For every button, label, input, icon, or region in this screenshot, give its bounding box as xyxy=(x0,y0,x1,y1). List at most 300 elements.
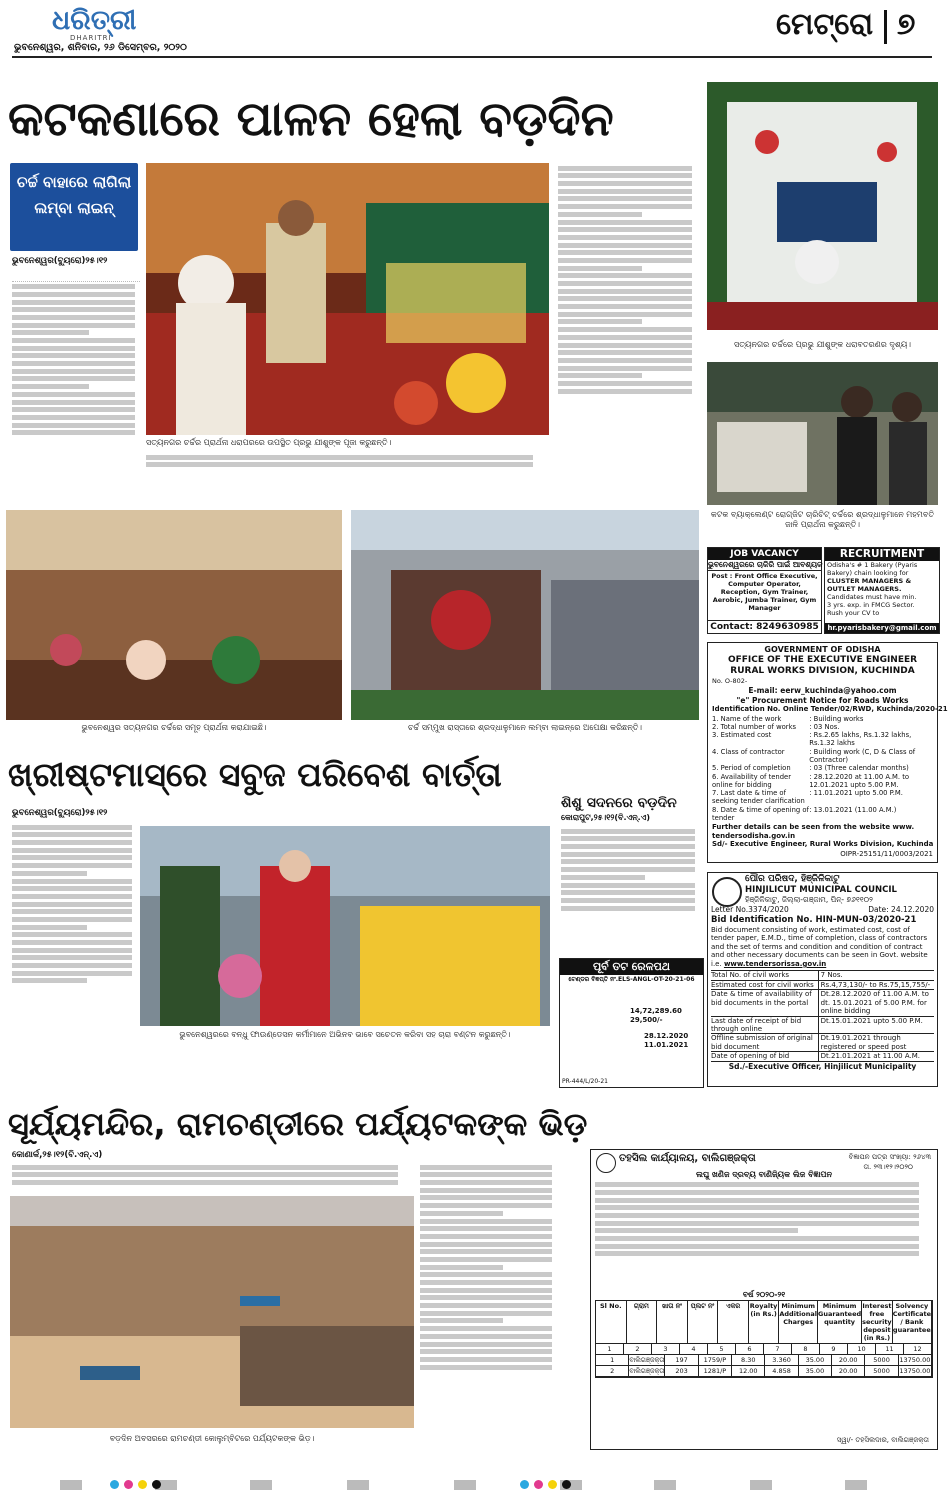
tahasil-cell: 5000 xyxy=(865,1355,898,1365)
story1-kicker-box xyxy=(10,163,138,251)
section-name: ମେଟ୍ରୋ xyxy=(776,7,874,42)
rwd-row-label: 8. Date & time of opening of tender xyxy=(712,805,809,823)
hmc-website-link[interactable]: www.tendersorissa.gov.in xyxy=(723,959,827,968)
print-color-dot xyxy=(138,1480,147,1489)
hmc-row-label: Estimated cost for civil works xyxy=(711,981,819,989)
text-line xyxy=(420,1219,552,1224)
text-line xyxy=(12,1165,398,1170)
text-line xyxy=(12,300,135,305)
tahasil-cell: 10 xyxy=(848,1344,876,1354)
story1-queue-photo xyxy=(351,510,699,720)
tahasil-cell: 12.00 xyxy=(732,1366,765,1376)
job-ad-post: Post : Front Office Executive, Computer Operator, Reception, Gym Trainer, Aerobic, Jumba Trainer, Gym Manager xyxy=(711,571,818,612)
text-line xyxy=(561,867,695,872)
hmc-seal-icon xyxy=(712,877,742,907)
story4-beach-photo xyxy=(10,1196,414,1428)
text-line xyxy=(420,1334,552,1339)
text-line xyxy=(420,1242,552,1247)
text-line xyxy=(146,455,533,460)
rwd-l2: OFFICE OF THE EXECUTIVE ENGINEER xyxy=(727,654,918,665)
text-line xyxy=(558,189,692,194)
text-line xyxy=(561,906,695,911)
rwd-table-row xyxy=(712,773,933,790)
print-color-dot xyxy=(110,1480,119,1489)
story4-caption: ବଡ଼ଦିନ ଅବସରରେ ରାମଚଣ୍ଡୀ କୋଲୁମ୍ବିଟରେ ପର୍ଯ୍ୟଟକଙ୍କ ଭିଡ଼। xyxy=(109,1434,315,1443)
hmc-body-text: Bid document consisting of work, estimated cost, cost of tender paper, E.M.D., time of completion, class of contractors and the set of terms and condition and condition of contract and other necessary documents can be seen in Govt. website i.e. xyxy=(711,925,928,968)
text-line xyxy=(558,266,642,271)
text-line xyxy=(595,1182,919,1187)
tahasil-cell: Solvency Certificate / Bank guarantee xyxy=(893,1301,932,1343)
recruit-l1: Odisha's # 1 Bakery (Pyaris xyxy=(827,561,918,569)
text-line xyxy=(12,369,135,374)
job-ad-sub: ଭୁବନେଶ୍ୱରରେ ଚାକିରି ପାଇଁ ଆବଶ୍ୟକ xyxy=(708,560,823,569)
text-line xyxy=(558,289,692,294)
hmc-row-value: Dt.28.12.2020 of 11.00 A.M. to dt. 15.01.2021 of 5.00 P.M. for online bidding xyxy=(820,990,929,1016)
story1-headline: କଟକଣାରେ ପାଳନ ହେଲା ବଡ଼ଦିନ xyxy=(8,91,614,147)
text-line xyxy=(420,1295,552,1300)
newspaper-logo xyxy=(52,6,162,40)
print-gray-mark xyxy=(654,1480,676,1490)
text-line xyxy=(558,281,692,286)
text-line xyxy=(12,376,135,381)
text-line xyxy=(595,1221,919,1226)
story3-headline: ଶିଶୁ ସଦନରେ ବଡ଼ଦିନ xyxy=(561,795,677,811)
rwd-row-value: : 03 Nos. xyxy=(809,722,840,731)
tahasil-office-ad xyxy=(590,1149,938,1450)
story2-caption: ଭୁବନେଶ୍ୱରରେ ବନ୍ଧୁ ଫାଉଣ୍ଡେସନ କର୍ମୀମାନେ ଅଭିନବ ଭାବେ ସଚେତନ କରିବା ସହ ଚାରା ବଣ୍ଟନ କରୁଛନ୍ତି। xyxy=(179,1030,511,1039)
text-line xyxy=(12,848,132,853)
tahasil-cell: 13750.00 xyxy=(899,1355,931,1364)
text-line xyxy=(558,243,692,248)
hmc-odia-title: ପୌର ପରିଷଦ, ହିଞ୍ଜିଳିକାଟୁ xyxy=(745,874,840,884)
recruit-l4: OUTLET MANAGERS. xyxy=(827,585,902,593)
hmc-table-row xyxy=(711,981,934,990)
tahasil-cell: 1 xyxy=(596,1344,624,1354)
hmc-odia-addr: ହିଞ୍ଜିଳିକାଟୁ, ଜିଲ୍ଲା-ଗଞ୍ଜାମ, ପିନ୍- ୭୬୧୧୦୨ xyxy=(745,895,873,904)
rwd-row-value: : 13.01.2021 (11.00 A.M.) xyxy=(809,805,897,814)
rwd-table-row xyxy=(712,731,933,748)
story1-queue-caption: ଚର୍ଚ୍ଚ ସମ୍ମୁଖ ରାସ୍ତାରେ ଶ୍ରଦ୍ଧାଳୁମାନେ ଲମ୍ବା ଲାଇନ୍‌ରେ ଅପେକ୍ଷା କରିଛନ୍ତି। xyxy=(407,723,643,732)
recruitment-ad xyxy=(824,547,940,634)
text-line xyxy=(420,1326,552,1331)
rwd-table-row xyxy=(712,764,933,772)
tahasil-cell: ଗ୍ରାମ xyxy=(627,1301,658,1343)
text-line xyxy=(558,304,692,309)
tahasil-sign: ସ୍ୱା/- ତହସିଲଦାର, ବାଲିଗଞ୍ଜକ୍ତା xyxy=(836,1435,929,1444)
story4-headline: ସୂର୍ଯ୍ୟମନ୍ଦିର, ରାମଚଣ୍ଡୀରେ ପର୍ଯ୍ୟଟକଙ୍କ ଭିଡ଼ xyxy=(8,1105,588,1143)
text-line xyxy=(420,1303,552,1308)
tahasil-cell: 1 xyxy=(596,1355,629,1365)
tahasil-cell: 8.30 xyxy=(732,1355,765,1365)
tahasil-cell: 8 xyxy=(792,1344,820,1354)
tahasil-cell: 3 xyxy=(652,1344,680,1354)
tahasil-cell: ଏକର xyxy=(718,1301,749,1343)
text-line xyxy=(558,319,642,324)
text-line xyxy=(558,296,692,301)
story2-byline: ଭୁବନେଶ୍ୱର(ବ୍ୟୁରୋ)୨୫।୧୨ xyxy=(12,808,108,818)
text-line xyxy=(420,1249,552,1254)
rwd-l3: RURAL WORKS DIVISION, KUCHINDA xyxy=(730,665,915,676)
text-line xyxy=(558,381,692,386)
story1-congregation-caption: ଭୁବନେଶ୍ୱର ସତ୍ୟନଗର ଚର୍ଚ୍ଚରେ ସମୂହ ପ୍ରାର୍ଥନା କରାଯାଇଛି। xyxy=(81,723,267,732)
hmc-table xyxy=(711,970,934,1061)
tahasil-table-title: ବର୍ଷ ୨୦୨୦-୨୧ xyxy=(742,1290,786,1300)
text-line xyxy=(561,829,695,834)
print-color-dot xyxy=(152,1480,161,1489)
rwd-l5: E-mail: eerw_kuchinda@yahoo.com xyxy=(748,686,897,695)
print-color-dot xyxy=(562,1480,571,1489)
text-line xyxy=(561,852,695,857)
hmc-sign: Sd./-Executive Officer, Hinjilicut Municipality xyxy=(728,1061,917,1071)
text-line xyxy=(558,173,692,178)
tahasil-table-row xyxy=(596,1366,932,1377)
tahasil-cell: ବାଲିଗଞ୍ଜକ୍ତା xyxy=(629,1355,665,1364)
text-line xyxy=(595,1228,798,1233)
text-line xyxy=(558,335,692,340)
text-line xyxy=(12,863,132,868)
text-line xyxy=(12,323,135,328)
congregation-image xyxy=(6,510,342,720)
rwd-table xyxy=(712,715,933,823)
rwd-l6: "e" Procurement Notice for Roads Works xyxy=(736,695,909,705)
recruit-l5: Candidates must have min. xyxy=(827,593,917,601)
hmc-row-label: Offline submission of original bid document xyxy=(711,1034,819,1051)
hmc-row-value: Rs.4,73,130/- to Rs.75,15,755/- xyxy=(820,980,931,989)
text-line xyxy=(595,1205,919,1210)
tahasil-cell: 7 xyxy=(764,1344,792,1354)
tahasil-cell: 1281/P xyxy=(699,1366,732,1376)
text-line xyxy=(420,1211,503,1216)
tahasil-notice-no: ବିଜ୍ଞାପନ ପତ୍ର ସଂଖ୍ୟା: ୨୬୪୩ xyxy=(848,1153,931,1161)
text-line xyxy=(12,315,135,320)
tahasil-cell: ଖାତା ନଂ xyxy=(657,1301,688,1343)
text-line xyxy=(561,875,645,880)
story1-kicker: ଚର୍ଚ୍ଚ ବାହାରେ ଲାଗିଲା ଲମ୍ବା ଲାଇନ୍ xyxy=(16,173,132,217)
text-line xyxy=(420,1172,552,1177)
tahasil-header-row xyxy=(596,1301,932,1344)
text-line xyxy=(561,836,695,841)
tahasil-cell: Interest free security deposit (in Rs.) xyxy=(862,1301,892,1342)
page-number: ୭ xyxy=(897,7,916,42)
tahasil-cell: 2 xyxy=(624,1344,652,1354)
masthead-rule xyxy=(12,56,932,58)
text-line xyxy=(420,1365,552,1370)
rwd-row-value: : Rs.2.65 lakhs, Rs.1.32 lakhs, Rs.1.32 lakhs xyxy=(809,731,912,748)
tahasil-cell: ବାଲିଗଞ୍ଜକ୍ତା xyxy=(629,1366,665,1375)
queue-image xyxy=(351,510,699,720)
rwd-row-value: : 03 (Three calendar months) xyxy=(809,764,909,773)
text-line xyxy=(558,327,692,332)
railway-emd: 29,500/- xyxy=(630,1016,663,1024)
text-line xyxy=(561,883,695,888)
text-line xyxy=(12,307,135,312)
ramachandi-beach-image xyxy=(10,1196,414,1428)
text-line xyxy=(558,235,692,240)
recruit-l3: CLUSTER MANAGERS & xyxy=(827,577,912,585)
text-line xyxy=(558,166,692,171)
text-line xyxy=(558,366,692,371)
text-line xyxy=(420,1234,552,1239)
rwd-table-row xyxy=(712,715,933,723)
rwd-table-row xyxy=(712,806,933,823)
hmc-table-row xyxy=(711,1052,934,1061)
candle-prayer-image xyxy=(707,362,938,505)
text-line xyxy=(595,1244,919,1249)
tahasil-cell: 13750.00 xyxy=(899,1366,931,1375)
recruit-l2: Bakery) chain looking for xyxy=(827,569,909,577)
story2-headline: ଖ୍ରୀଷ୍ଟମାସ୍‌ରେ ସବୁଜ ପରିବେଶ ବାର୍ତ୍ତା xyxy=(8,755,502,794)
text-line xyxy=(12,338,135,343)
text-line xyxy=(12,978,87,983)
text-line xyxy=(12,909,132,914)
text-line xyxy=(558,220,692,225)
text-line xyxy=(12,1180,398,1185)
dateline: ଭୁବନେଶ୍ୱର, ଶନିବାର, ୨୬ ଡିସେମ୍ବର, ୨୦୨୦ xyxy=(14,42,187,53)
text-line xyxy=(12,1172,398,1177)
text-line xyxy=(420,1342,552,1347)
tahasil-cell: 2 xyxy=(596,1366,629,1376)
railway-amount: 14,72,289.60 xyxy=(630,1006,682,1015)
recruit-l7: Rush your CV to xyxy=(827,609,880,617)
text-line xyxy=(12,886,132,891)
rwd-row-label: 5. Period of completion xyxy=(712,764,791,773)
story1-main-caption: ସତ୍ୟନଗର ଚର୍ଚ୍ଚର ପ୍ରାର୍ଥନା ଧରାପରରେ ଉପସ୍ଥିତ ପ୍ରଭୁ ଯୀଶୁଙ୍କ ପୂଜା କରୁଛନ୍ତି। xyxy=(146,438,392,447)
job-vacancy-ad xyxy=(707,547,822,634)
rwd-l7: Identification No. Online Tender/02/RWD, Kuchinda/2020-21 xyxy=(712,705,948,713)
hmc-bid-id: Bid Identification No. HIN-MUN-03/2020-21 xyxy=(711,914,917,925)
text-line xyxy=(12,361,135,366)
hmc-title: HINJILICUT MUNICIPAL COUNCIL xyxy=(745,885,897,895)
hmc-table-row xyxy=(711,990,934,1016)
story1-crib-caption: ସତ୍ୟନଗର ଚର୍ଚ୍ଚରେ ପ୍ରଭୁ ଯୀଶୁଙ୍କ ଧରାବତରଣର ଦୃଶ୍ୟ। xyxy=(733,340,912,349)
hmc-row-label: Date of opening of bid xyxy=(711,1052,819,1060)
text-line xyxy=(558,227,692,232)
text-line xyxy=(558,212,642,217)
text-line xyxy=(12,963,132,968)
text-line xyxy=(561,890,695,895)
rwd-row-label: 6. Availability of tender online for bidding xyxy=(712,772,792,789)
text-line xyxy=(561,844,695,849)
text-line xyxy=(558,373,642,378)
story2-photo xyxy=(140,826,550,1026)
tahasil-cell: 20.00 xyxy=(832,1355,865,1365)
recruit-ad-title: RECRUITMENT xyxy=(825,548,939,561)
text-line xyxy=(420,1226,552,1231)
text-line xyxy=(12,894,132,899)
hmc-table-row xyxy=(711,1017,934,1035)
hmc-row-value: 7 Nos. xyxy=(820,971,843,980)
story1-byline: ଭୁବନେଶ୍ୱର(ବ୍ୟୁରୋ)୨୫।୧୨ xyxy=(12,256,108,266)
text-line xyxy=(12,407,135,412)
tahasil-headline: ଲଘୁ ଖଣିଜ ଦ୍ରବ୍ୟ ବାଣିଜ୍ୟିକ ଲିଜ ବିଜ୍ଞାପନ xyxy=(695,1170,833,1179)
story3-byline: କୋରାପୁଟ,୨୫।୧୨(ବି.ଏନ୍.ଏ) xyxy=(561,813,651,822)
text-line xyxy=(595,1198,919,1203)
job-ad-title: JOB VACANCY xyxy=(708,548,821,560)
footer-print-marks xyxy=(0,1472,945,1497)
tahasil-cell: Minimum Additional Charges xyxy=(779,1301,818,1343)
text-line xyxy=(12,971,132,976)
green-christmas-image xyxy=(140,826,550,1026)
hmc-letter-no: Letter No.3374/2020 xyxy=(711,904,789,914)
text-line xyxy=(420,1188,552,1193)
text-line xyxy=(12,879,132,884)
text-line xyxy=(561,859,695,864)
text-line xyxy=(12,902,132,907)
rwd-row-value: : 28.12.2020 at 11.00 A.M. to 12.01.2021 upto 5.00 P.M. xyxy=(809,772,910,789)
tahasil-cell: 4 xyxy=(680,1344,708,1354)
text-line xyxy=(12,948,132,953)
text-line xyxy=(12,330,89,335)
tahasil-cell: 197 xyxy=(665,1355,698,1365)
hmc-body xyxy=(711,926,934,969)
tahasil-cell: 11 xyxy=(876,1344,904,1354)
text-line xyxy=(558,350,692,355)
logo-text: ଧରିତ୍ରୀ xyxy=(52,5,137,36)
hmc-row-value: Dt.15.01.2021 upto 5.00 P.M. xyxy=(820,1016,923,1025)
church-altar-image xyxy=(146,163,549,435)
tahasil-cell: 1759/P xyxy=(699,1355,732,1365)
rwd-row-value: : 11.01.2021 upto 5.00 P.M. xyxy=(809,789,903,798)
railway-ref: ଟେଣ୍ଡର ବିଜ୍ଞପ୍ତି ନଂ.ELS-ANGL-OT-20-21-06 xyxy=(568,976,695,983)
print-gray-mark xyxy=(845,1480,867,1490)
story1-candle-photo xyxy=(707,362,938,505)
rwd-table-row xyxy=(712,723,933,731)
hmc-row-label: Last date of receipt of bid through online xyxy=(711,1017,819,1034)
rwd-row-value: : Building works xyxy=(809,714,864,723)
hmc-row-label: Total No. of civil works xyxy=(711,971,819,979)
tahasil-cell: 6 xyxy=(736,1344,764,1354)
text-line xyxy=(12,400,135,405)
text-line xyxy=(12,292,135,297)
story1-candle-caption: କଟକ ବ୍ୟାକ୍ଲେଣ୍ଟ ରୋଗ୍ଜିଟ ଚାରିଚିଟ୍ ଚର୍ଚ୍ଚରେ ଶ୍ରଦ୍ଧାଳୁମାନେ ମହମବତି ଜାଳି ପ୍ରାର୍ଥନା କରୁଛନ୍ତି। xyxy=(710,510,935,529)
text-line xyxy=(558,204,692,209)
hmc-date: Date: 24.12.2020 xyxy=(868,904,934,914)
rwd-kuchinda-ad xyxy=(707,642,948,863)
logo-sub: DHARITRI xyxy=(70,34,112,42)
rwd-sign: Sd/- Executive Engineer, Rural Works Division, Kuchinda xyxy=(712,840,934,849)
text-line xyxy=(558,343,692,348)
rwd-row-label: 3. Estimated cost xyxy=(712,731,772,740)
story1-main-photo xyxy=(146,163,549,435)
story1-body-col1 xyxy=(12,270,140,482)
tahasil-cell: 4.858 xyxy=(765,1366,798,1376)
text-line xyxy=(12,855,132,860)
text-line xyxy=(420,1195,552,1200)
text-line xyxy=(558,389,692,394)
text-line xyxy=(558,250,692,255)
recruit-l6: 3 yrs. exp. in FMCG Sector. xyxy=(827,601,915,609)
text-line xyxy=(420,1280,552,1285)
print-gray-mark xyxy=(347,1480,369,1490)
print-color-dot xyxy=(520,1480,529,1489)
rwd-l1: GOVERNMENT OF ODISHA xyxy=(764,645,881,654)
tahasil-cell: 35.00 xyxy=(799,1355,832,1365)
rwd-further: Further details can be seen from the website www. tendersodisha.gov.in xyxy=(712,823,915,840)
rwd-row-label: 2. Total number of works xyxy=(712,722,797,731)
text-line xyxy=(12,384,89,389)
story1-body-col2 xyxy=(146,452,549,482)
tahasil-table xyxy=(595,1300,933,1378)
text-line xyxy=(420,1203,552,1208)
railway-title: ପୂର୍ବ ତଟ ରେଳପଥ xyxy=(560,959,703,975)
hinjilicut-municipal-ad xyxy=(707,872,938,1087)
story2-body xyxy=(12,822,137,1052)
story1-body-col3 xyxy=(558,163,698,483)
hmc-table-row xyxy=(711,1034,934,1052)
text-line xyxy=(558,312,692,317)
text-line xyxy=(12,346,135,351)
text-line xyxy=(12,840,132,845)
text-line xyxy=(12,832,132,837)
tahasil-emblem-icon xyxy=(596,1153,616,1173)
rwd-row-label: 1. Name of the work xyxy=(712,714,782,723)
tahasil-title: ତହସିଲ କାର୍ଯ୍ୟାଳୟ, ବାଲିଗଞ୍ଜକ୍ତା xyxy=(619,1153,756,1164)
text-line xyxy=(12,353,135,358)
job-ad-contact: Contact: 8249630985 xyxy=(708,620,821,633)
text-line xyxy=(420,1349,552,1354)
text-line xyxy=(12,932,132,937)
print-color-dot xyxy=(534,1480,543,1489)
story4-byline: କୋଣାର୍କ,୨୫।୧୨(ବି.ଏନ୍.ଏ) xyxy=(12,1150,103,1160)
tahasil-cell: 3.360 xyxy=(765,1355,798,1365)
tahasil-cell: 35.00 xyxy=(799,1366,832,1376)
story4-body-right xyxy=(420,1162,558,1452)
hmc-row-label: Date & time of availability of bid documents in the portal xyxy=(711,990,819,1015)
print-color-dot xyxy=(124,1480,133,1489)
story4-body-top xyxy=(12,1162,414,1194)
tahasil-cell: 5 xyxy=(708,1344,736,1354)
rwd-row-label: 4. Class of contractor xyxy=(712,747,785,756)
tahasil-cell: 12 xyxy=(904,1344,932,1354)
text-line xyxy=(12,925,87,930)
text-line xyxy=(12,871,87,876)
text-line xyxy=(420,1165,552,1170)
text-line xyxy=(558,196,692,201)
text-line xyxy=(558,181,692,186)
tahasil-cell: 5000 xyxy=(865,1366,898,1376)
text-line xyxy=(12,423,135,428)
text-line xyxy=(595,1236,919,1241)
hmc-row-value: Dt.19.01.2021 through registered or speed post xyxy=(820,1034,907,1051)
text-line xyxy=(420,1272,552,1277)
rwd-l4: No. O-802- xyxy=(712,676,748,685)
text-line xyxy=(12,940,132,945)
text-line xyxy=(420,1265,503,1270)
text-line xyxy=(595,1251,919,1256)
text-line xyxy=(595,1213,919,1218)
tahasil-body xyxy=(595,1182,933,1290)
hmc-table-row xyxy=(711,971,934,980)
railway-tender-ad xyxy=(559,958,704,1088)
masthead xyxy=(0,0,945,58)
tahasil-table-row xyxy=(596,1355,932,1366)
rwd-table-row xyxy=(712,789,933,806)
text-line xyxy=(420,1318,503,1323)
text-line xyxy=(420,1311,552,1316)
text-line xyxy=(420,1257,552,1262)
text-line xyxy=(12,284,135,289)
story3-body xyxy=(561,826,701,946)
rwd-row-value: : Building work (C, D & Class of Contractor) xyxy=(809,747,916,764)
text-line xyxy=(595,1190,919,1195)
print-gray-mark xyxy=(454,1480,476,1490)
section-divider xyxy=(884,10,887,44)
text-line xyxy=(420,1357,552,1362)
tahasil-number-row xyxy=(596,1344,932,1355)
text-line xyxy=(558,273,692,278)
railway-code: PR-444/L/20-21 xyxy=(562,1077,608,1085)
tahasil-cell: 20.00 xyxy=(832,1366,865,1376)
